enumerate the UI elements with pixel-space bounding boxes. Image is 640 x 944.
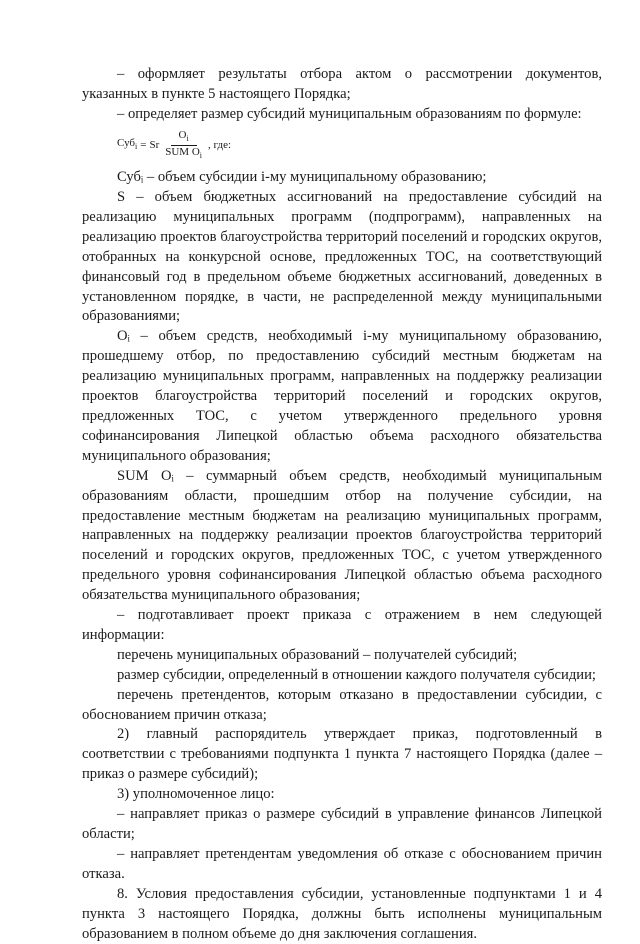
definition-sub: Субᵢ – объем субсидии i-му муниципальному образованию; bbox=[117, 169, 487, 186]
paragraph-authorized-person: 3) уполномоченное лицо: bbox=[117, 786, 275, 803]
formula-coef: Sr bbox=[149, 138, 160, 151]
paragraph-formula-intro: – определяет размер субсидий муниципальным образованиям по формуле: bbox=[117, 105, 582, 122]
paragraph-subsidy-size: размер субсидии, определенный в отношении каждого получателя субсидии; bbox=[117, 666, 596, 683]
paragraph-prepare-order: – подготавливает проект приказа с отражением в нем следующей информации: bbox=[82, 607, 602, 643]
formula-numerator: $O_i$ bbox=[171, 129, 197, 146]
document-page bbox=[82, 65, 602, 944]
paragraph-rejected-list: перечень претендентов, которым отказано в предоставлении субсидии, с обоснованием причин отказа; bbox=[82, 686, 602, 723]
definition-sum-oi: SUM Oᵢ – суммарный объем средств, необходимый муниципальным образованиям области, прошедшим отбор на получение субсидии, на предоставление местным бюджетам на реализацию муниципальных программ, направленных на поддержку реализации проектов благоустройства территорий поселений и городских округов, предложенных ТОС, с учетом утвержденного предельного уровня софинансирования Липецкой областью объема расходного обязательства муниципального образования; bbox=[82, 467, 602, 604]
paragraph-send-rejection: – направляет претендентам уведомления об отказе с обоснованием причин отказа. bbox=[82, 845, 602, 882]
formula-suffix: , где: bbox=[208, 138, 232, 151]
definition-s: S – объем бюджетных ассигнований на предоставление субсидий на реализацию муниципальных программ (подпрограмм), направленных на реализацию проектов благоустройства территорий поселений и городских округов, отобранных на конкурсной основе, предложенных ТОС, на соответствующий финансовый год в предельном объеме бюджетных ассигнований, доведенных в установленном порядке, в части, не распределенной между муниципальными образованиями; bbox=[82, 189, 602, 325]
formula-equals: = bbox=[140, 138, 147, 151]
paragraph-approves-order: 2) главный распорядитель утверждает приказ, подготовленный в соответствии с требованиями подпункта 1 пункта 7 настоящего Порядка (далее – приказ о размере субсидий); bbox=[82, 726, 602, 783]
formula-denominator: SUM $O_i$ bbox=[165, 145, 203, 161]
definition-oi: Oᵢ – объем средств, необходимый i-му муниципальному образованию, прошедшему отбор, по предоставлению субсидий местным бюджетам на реализацию муниципальных программ, направленных на поддержку реализации проектов благоустройства территорий поселений и городских округов, предложенных ТОС, с учетом утвержденного предельного уровня софинансирования Липецкой областью объема расходного обязательства муниципального образования; bbox=[82, 328, 602, 464]
paragraph-item-8: 8. Условия предоставления субсидии, установленные подпунктами 1 и 4 пункта 3 настоящего Порядка, должны быть исполнены муниципальным образованием в полном объеме до дня заключения соглашения. bbox=[82, 885, 602, 942]
paragraph-send-order: – направляет приказ о размере субсидий в управление финансов Липецкой области; bbox=[82, 806, 602, 842]
paragraph-recipients-list: перечень муниципальных образований – получателей субсидий; bbox=[117, 646, 518, 663]
subsidy-formula bbox=[117, 129, 602, 162]
paragraph-selection-act: – оформляет результаты отбора актом о рассмотрении документов, указанных в пункте 5 настоящего Порядка; bbox=[82, 66, 602, 102]
formula-lhs: Суб$_i$ bbox=[117, 137, 138, 152]
formula-fraction bbox=[163, 129, 204, 162]
